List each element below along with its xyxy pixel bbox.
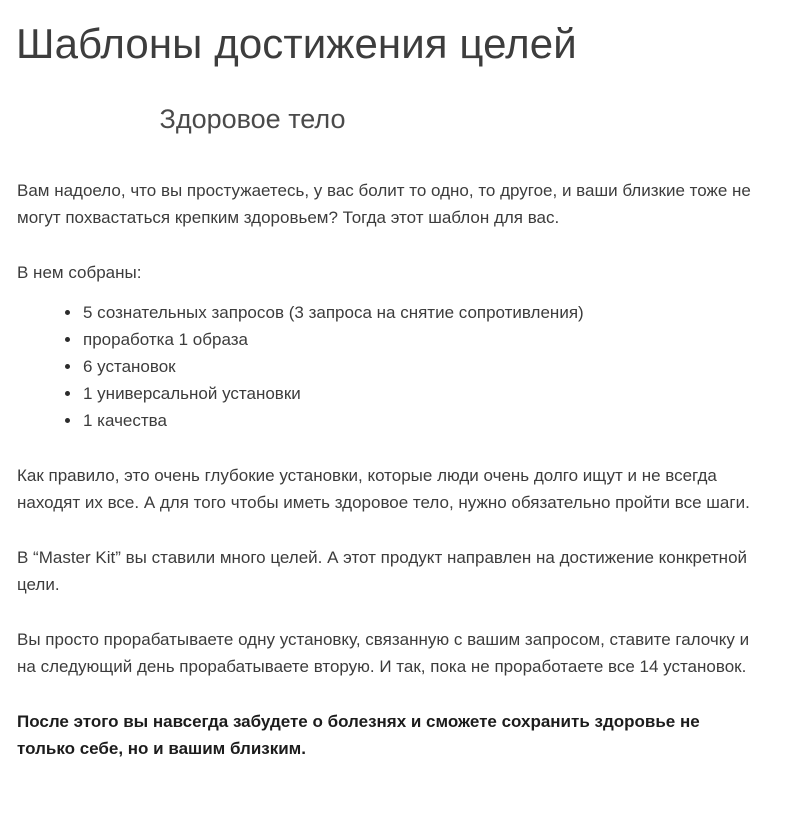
intro-paragraph: Вам надоело, что вы простужаетесь, у вас болит то одно, то другое, и ваши близкие тоже не могут похвастаться крепким здоровьем? Тогда этот шаблон для вас. — [17, 181, 751, 228]
bullet-dot-icon — [65, 364, 70, 369]
bullet-dot-icon — [65, 337, 70, 342]
list-item — [17, 326, 755, 353]
list-item — [17, 353, 755, 380]
process-paragraph: Вы просто прорабатываете одну установку, связанную с вашим запросом, ставите галочку и на следующий день прорабатываете вторую. И так, пока не проработаете все 14 установок. — [17, 630, 750, 677]
page-title: Шаблоны достижения целей — [16, 20, 577, 67]
list-item — [17, 407, 755, 434]
list-item-label: 1 качества — [83, 411, 167, 431]
rule-paragraph: Как правило, это очень глубокие установки, которые люди очень долго ищут и не всегда находят их все. А для того чтобы иметь здоровое тело, нужно обязательно пройти все шаги. — [17, 466, 750, 513]
list-lead-in-paragraph: В нем собраны: — [17, 263, 142, 283]
list-item — [17, 380, 755, 407]
list-item-label: проработка 1 образа — [83, 330, 248, 350]
conclusion-paragraph: После этого вы навсегда забудете о болезнях и сможете сохранить здоровье не только себе, но и вашим близким. — [17, 712, 700, 759]
list-item-label: 6 установок — [83, 357, 176, 377]
bullet-dot-icon — [65, 310, 70, 315]
page-subtitle: Здоровое тело — [159, 104, 346, 135]
document-body — [0, 135, 801, 762]
bullet-dot-icon — [65, 391, 70, 396]
list-item-label: 5 сознательных запросов (3 запроса на снятие сопротивления) — [83, 303, 584, 323]
list-item — [17, 299, 755, 326]
contents-list — [17, 299, 755, 434]
list-item-label: 1 универсальной установки — [83, 384, 301, 404]
master-kit-paragraph: В “Master Kit” вы ставили много целей. А этот продукт направлен на достижение конкретной цели. — [17, 548, 748, 595]
bullet-dot-icon — [65, 418, 70, 423]
